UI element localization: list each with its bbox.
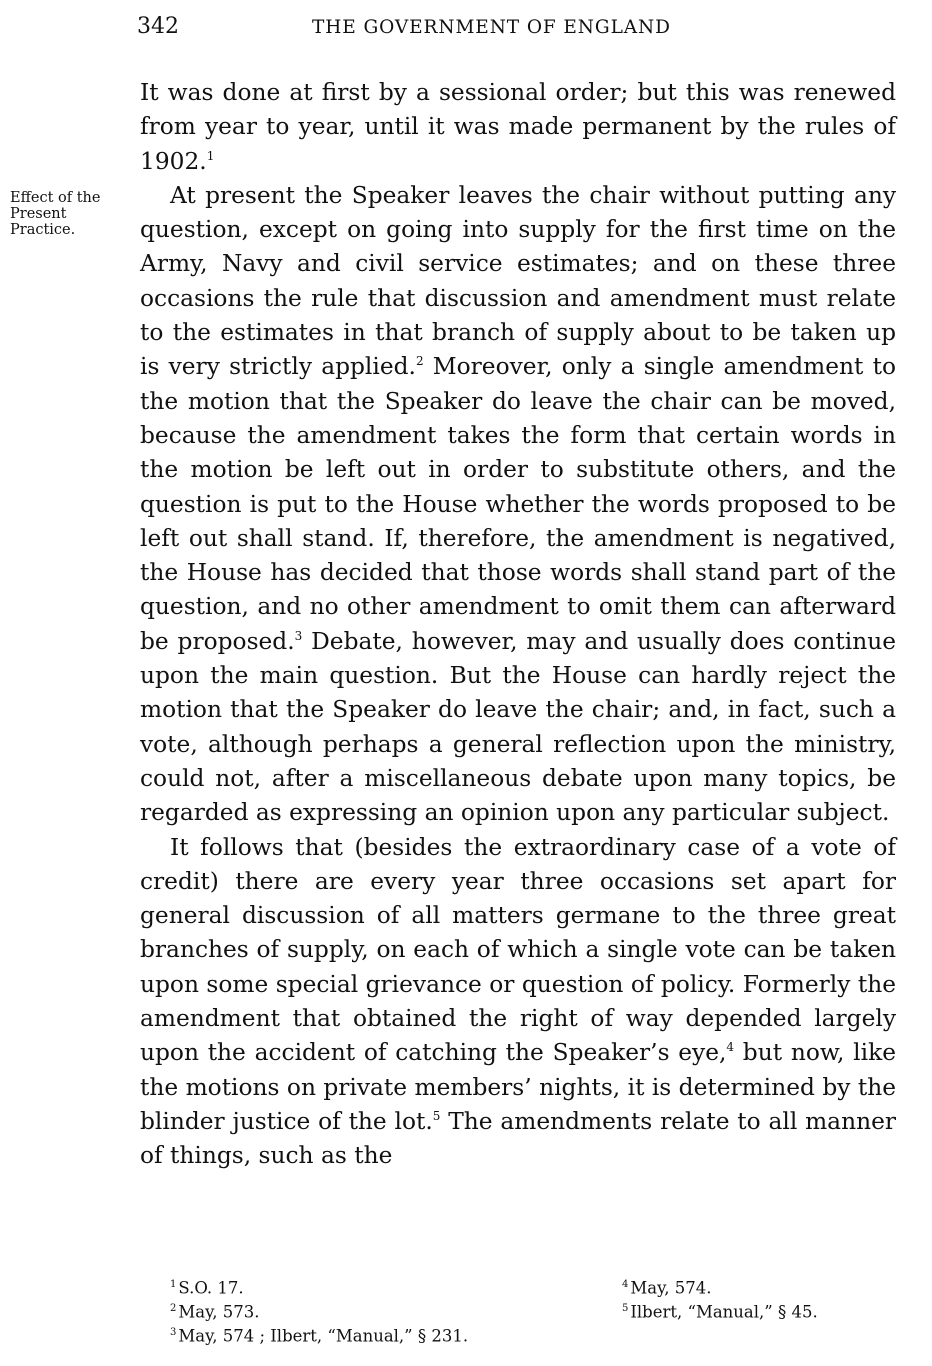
paragraph-1	[140, 76, 896, 179]
footnote-column-left	[170, 1275, 468, 1347]
footnote-4	[622, 1275, 818, 1299]
running-title: THE GOVERNMENT OF ENGLAND	[312, 17, 671, 38]
footnote-ref-5: 5	[432, 1109, 441, 1124]
footnote-ref-4: 4	[726, 1040, 735, 1055]
paragraph-2	[140, 179, 896, 831]
footnote-5	[622, 1299, 818, 1323]
paragraph-text: At present the Speaker leaves the chair without putting any question, except on going into supply for the first time on the Army, Navy and civil service estimates; and on these three occasions the rule that discussion and amendment must relate to the estimates in that branch of supply about to be taken up is very strictly applied.	[140, 181, 896, 381]
footnote-text: May, 574.	[630, 1278, 712, 1298]
margin-note: Effect of the Present Practice.	[10, 190, 101, 238]
paragraph-text: The amendments relate to all manner of things, such as the	[140, 1107, 897, 1170]
footnote-text: S.O. 17.	[178, 1278, 244, 1298]
paragraph-3	[140, 831, 896, 1174]
footnote-column-right	[622, 1275, 818, 1323]
footnote-text: Ilbert, “Manual,” § 45.	[630, 1302, 818, 1322]
footnote-3	[170, 1323, 468, 1347]
footnote-mark: 1	[170, 1279, 177, 1290]
footnote-ref-2: 2	[415, 354, 424, 369]
footnote-mark: 3	[170, 1327, 177, 1338]
footnote-mark: 5	[622, 1303, 629, 1314]
page-number: 342	[137, 14, 179, 39]
body-text	[140, 76, 896, 1174]
paragraph-text: Debate, however, may and usually does continue upon the main question. But the House can hardly reject the motion that the Speaker do leave the chair; and, in fact, such a vote, although perhaps a general reflection upon the ministry, could not, after a miscellaneous debate upon many topics, be regarded as expressing an opinion upon any particular subject.	[140, 627, 896, 827]
footnote-1	[170, 1275, 468, 1299]
page-header	[0, 12, 932, 46]
paragraph-text: Moreover, only a single amendment to the motion that the Speaker do leave the chair can be moved, because the amendment takes the form that certain words in the motion be left out in order to substitute others, and the question is put to the House whether the words proposed to be left out shall stand. If, therefore, the amendment is negatived, the House has decided that those words shall stand part of the question, and no other amendment to omit them can afterward be proposed.	[140, 353, 896, 655]
footnote-mark: 2	[170, 1303, 177, 1314]
footnote-2	[170, 1299, 468, 1323]
footnotes	[170, 1275, 900, 1355]
footnote-ref-1: 1	[206, 148, 215, 163]
footnote-text: May, 574 ; Ilbert, “Manual,” § 231.	[178, 1326, 469, 1346]
paragraph-text: It was done at first by a sessional order; but this was renewed from year to year, until it was made permanent by the rules of 1902.	[140, 79, 896, 175]
paragraph-text: but now, like the motions on private members’ nights, it is determined by the blinder justice of the lot.	[140, 1039, 896, 1135]
footnote-mark: 4	[622, 1279, 629, 1290]
footnote-ref-3: 3	[294, 628, 303, 643]
footnote-text: May, 573.	[178, 1302, 260, 1322]
paragraph-text: It follows that (besides the extraordinary case of a vote of credit) there are every year three occasions set apart for general discussion of all matters germane to the three great branches of supply, on each of which a single vote can be taken upon some special grievance or question of policy. Formerly the amendment that obtained the right of way depended largely upon the accident of catching the Speaker’s eye,	[140, 833, 896, 1067]
